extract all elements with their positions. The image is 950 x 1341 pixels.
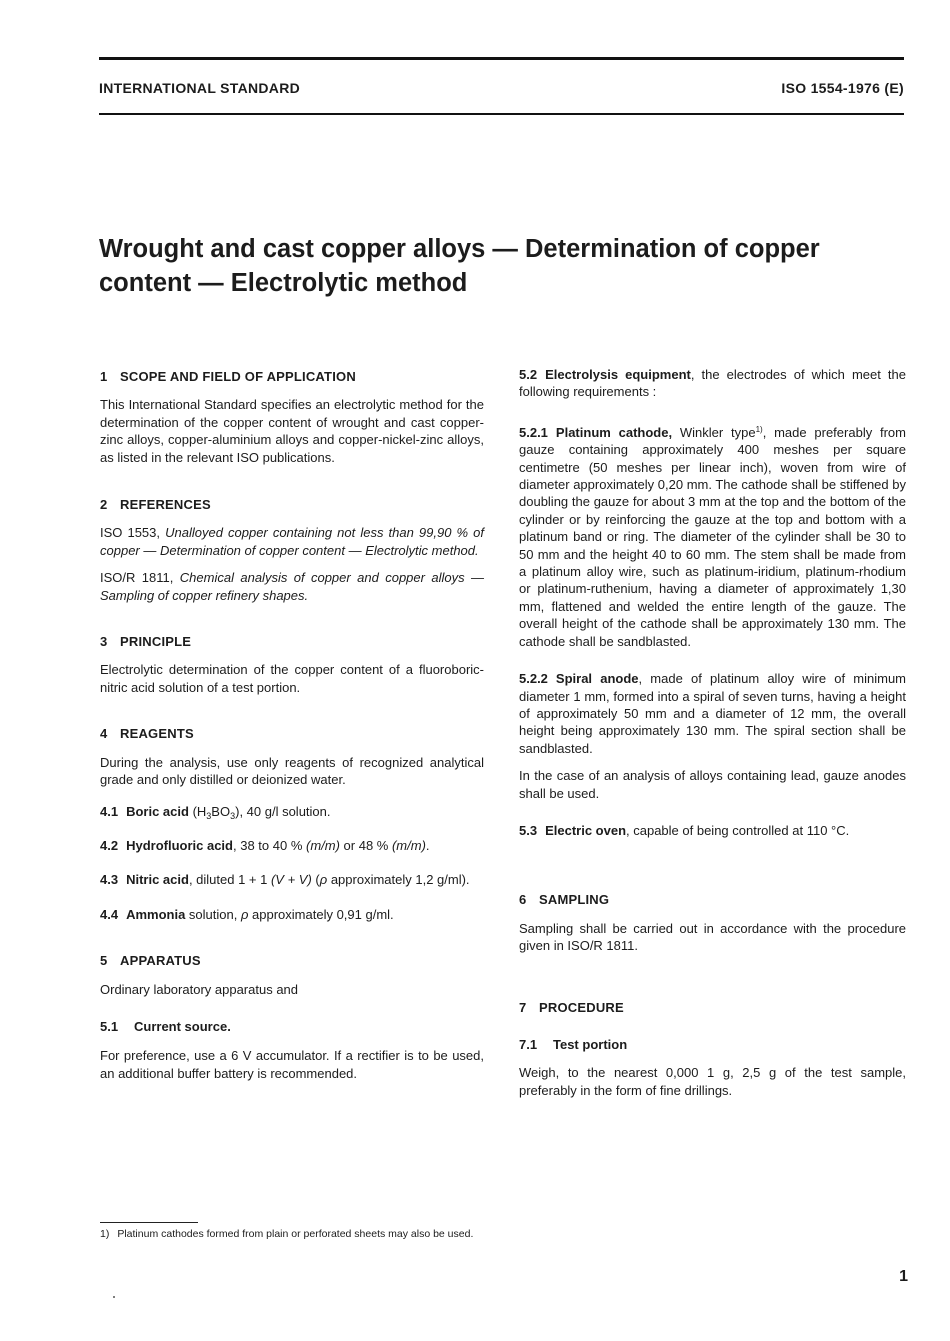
reference-iso-r-1811 bbox=[100, 569, 484, 604]
section-1-title: SCOPE AND FIELD OF APPLICATION bbox=[120, 369, 356, 384]
subsection-5-1-text: For preference, use a 6 V accumulator. If a rectifier is to be used, an additional buffer battery is recommended. bbox=[100, 1048, 484, 1081]
section-7-heading bbox=[519, 999, 906, 1016]
header-rule-top bbox=[99, 57, 904, 60]
section-1-number: 1 bbox=[100, 369, 108, 384]
subsection-5-2-text: , the electrodes of which meet the following requirements : bbox=[519, 367, 906, 400]
reagent-4-1-number: 4.1 bbox=[100, 803, 119, 819]
section-7-title: PROCEDURE bbox=[539, 999, 624, 1015]
subsection-5-2-1-type: Winkler type bbox=[672, 424, 756, 440]
subsection-5-2-1-label: Platinum cathode, bbox=[555, 424, 673, 440]
subsection-5-3-label: Electric oven bbox=[545, 822, 627, 838]
section-3-heading bbox=[100, 633, 484, 650]
reagent-4-1-subscript-1: 3 bbox=[206, 810, 212, 821]
reference-iso-1553 bbox=[100, 524, 484, 559]
reagent-4-1-text: ), 40 g/l solution. bbox=[235, 803, 331, 819]
subsection-5-2-2-number: 5.2.2 bbox=[519, 671, 548, 687]
subsection-5-2-number: 5.2 bbox=[519, 367, 538, 382]
scan-speck bbox=[113, 1296, 115, 1298]
left-column bbox=[100, 368, 484, 1082]
subsection-7-1-text: Weigh, to the nearest 0,000 1 g, 2,5 g of the test sample, preferably in the form of fine drillings. bbox=[519, 1065, 906, 1098]
subsection-5-2-label: Electrolysis equipment bbox=[545, 367, 691, 382]
section-5-number: 5 bbox=[100, 953, 108, 969]
reagent-4-2-number: 4.2 bbox=[100, 837, 119, 853]
footnote-text: Platinum cathodes formed from plain or perforated sheets may also be used. bbox=[117, 1228, 474, 1240]
section-6-text: Sampling shall be carried out in accordance with the procedure given in ISO/R 1811. bbox=[519, 920, 906, 954]
section-2-title: REFERENCES bbox=[120, 497, 211, 513]
reference-iso-r-1811-code: ISO/R 1811, bbox=[100, 570, 174, 586]
reagent-4-3-paren: ( bbox=[311, 872, 320, 888]
reference-iso-1553-code: ISO 1553, bbox=[100, 525, 161, 541]
document-title bbox=[99, 232, 899, 300]
reagent-4-2-text: , 38 to 40 % bbox=[233, 837, 306, 853]
reference-iso-1553-title: Unalloyed copper containing not less than 99,90 % of copper — Determination of copper content — Electrolytic method. bbox=[100, 525, 484, 558]
right-column bbox=[519, 366, 906, 1099]
reagent-4-2-label: Hydrofluoric acid bbox=[126, 837, 233, 853]
title-line-2: content — Electrolytic method bbox=[99, 269, 468, 297]
header-standard-label: INTERNATIONAL STANDARD bbox=[99, 80, 301, 96]
section-4-heading bbox=[100, 725, 484, 742]
section-6-title: SAMPLING bbox=[539, 892, 610, 908]
reagent-4-4-density: approximately 0,91 g/ml. bbox=[248, 906, 394, 922]
footnote bbox=[100, 1228, 473, 1240]
reagent-4-3 bbox=[100, 871, 484, 888]
reagent-4-2-unit-1: (m/m) bbox=[306, 837, 340, 853]
footnote-number: 1) bbox=[100, 1228, 110, 1240]
reagent-4-1-formula-open: (H bbox=[192, 803, 207, 819]
reagent-4-2-text-mid: or 48 % bbox=[339, 837, 392, 853]
subsection-5-2-2-note: In the case of an analysis of alloys containing lead, gauze anodes shall be used. bbox=[519, 768, 906, 801]
reagent-4-4-rho: ρ bbox=[240, 906, 249, 922]
footnote-reference: 1) bbox=[755, 424, 763, 434]
section-5-text: Ordinary laboratory apparatus and bbox=[100, 981, 299, 997]
reagent-4-2-end: . bbox=[425, 837, 430, 853]
section-6-heading bbox=[519, 891, 906, 908]
reagent-4-3-label: Nitric acid bbox=[126, 872, 189, 888]
section-5-heading bbox=[100, 952, 484, 969]
section-4-title: REAGENTS bbox=[120, 726, 194, 742]
reagent-4-3-rho: ρ bbox=[319, 872, 328, 888]
section-3-title: PRINCIPLE bbox=[120, 634, 192, 650]
reagent-4-3-ratio: (V + V) bbox=[270, 872, 312, 888]
subsection-5-2-2 bbox=[519, 670, 906, 757]
subsection-7-1-title: Test portion bbox=[553, 1036, 628, 1052]
page-number: 1 bbox=[899, 1268, 908, 1285]
header-rule-bottom bbox=[99, 113, 904, 115]
section-7-number: 7 bbox=[519, 999, 527, 1015]
reagent-4-3-text: , diluted 1 + 1 bbox=[188, 872, 271, 888]
reagent-4-4-label: Ammonia bbox=[126, 906, 186, 922]
reagent-4-3-number: 4.3 bbox=[100, 872, 119, 888]
reagent-4-3-density: approximately 1,2 g/ml). bbox=[327, 872, 470, 888]
header-document-number: ISO 1554-1976 (E) bbox=[781, 80, 904, 96]
reagent-4-2-unit-2: (m/m) bbox=[391, 837, 426, 853]
subsection-5-2-2-text: , made of platinum alloy wire of minimum diameter 1 mm, formed into a spiral of seven turns, having a height of approximately 50 mm and a diameter of 12 mm, the overall height being approximately 130 mm. The spiral section shall be sandblasted. bbox=[519, 671, 906, 756]
section-5-title: APPARATUS bbox=[120, 953, 201, 969]
reagent-4-2 bbox=[100, 837, 484, 854]
subsection-5-3-number: 5.3 bbox=[519, 822, 538, 838]
section-4-text: During the analysis, use only reagents of recognized analytical grade and only distilled or deionized water. bbox=[100, 754, 484, 788]
subsection-5-2-2-label: Spiral anode bbox=[555, 671, 639, 687]
reagent-4-1-subscript-2: 3 bbox=[230, 810, 236, 821]
subsection-5-2 bbox=[519, 366, 906, 401]
footnote-rule bbox=[100, 1222, 198, 1223]
subsection-7-1-heading bbox=[519, 1036, 906, 1053]
subsection-5-1-title: Current source. bbox=[134, 1018, 231, 1034]
section-4-number: 4 bbox=[100, 726, 108, 742]
reagent-4-4-text: solution, bbox=[185, 906, 241, 922]
subsection-5-2-1-number: 5.2.1 bbox=[519, 424, 548, 440]
section-3-number: 3 bbox=[100, 634, 108, 650]
title-line-1: Wrought and cast copper alloys — Determination of copper bbox=[99, 235, 820, 263]
section-6-number: 6 bbox=[519, 892, 527, 908]
section-1-text: This International Standard specifies an electrolytic method for the determination of the copper content of wrought and cast copper-zinc alloys, copper-aluminium alloys and copper-nickel-zinc alloys, as listed in the relevant ISO publications. bbox=[100, 397, 484, 465]
section-3-text: Electrolytic determination of the copper content of a fluoroboric-nitric acid solution of a test portion. bbox=[100, 662, 484, 695]
subsection-5-3-text: , capable of being controlled at 110 °C. bbox=[626, 822, 850, 838]
reagent-4-1-formula-mid: BO bbox=[211, 803, 231, 819]
reference-iso-r-1811-title: Chemical analysis of copper and copper alloys — Sampling of copper refinery shapes. bbox=[100, 570, 484, 603]
section-1-heading bbox=[100, 368, 484, 385]
subsection-5-2-1 bbox=[519, 424, 906, 650]
subsection-5-1-heading bbox=[100, 1018, 484, 1035]
subsection-5-2-1-text: , made preferably from gauze containing approximately 400 meshes per square centimetre (50 meshes per linear inch), woven from wire of diameter approximately 0,20 mm. The cathode shall be stiffened by doubling the gauze for about 3 mm at the top and the bottom of the cylinder or by reinforcing the gauze at the top and bottom with a platinum band or ring. The diameter of the cylinder shall be 30 to 50 mm and the height 40 to 60 mm. The stem shall be made from a platinum alloy wire, such as platinum-iridium, platinum-rhodium or platinum-ruthenium, having a diameter of approximately 1,30 mm, flattened and welded the entire length of the gauze. The overall height of the cathode shall be approximately 130 mm. The cathode shall be sandblasted. bbox=[519, 424, 906, 649]
section-2-heading bbox=[100, 496, 484, 513]
subsection-5-1-number: 5.1 bbox=[100, 1018, 119, 1034]
reagent-4-1 bbox=[100, 803, 484, 820]
subsection-5-3 bbox=[519, 822, 906, 839]
reagent-4-4 bbox=[100, 906, 484, 923]
reagent-4-1-label: Boric acid bbox=[126, 803, 189, 819]
subsection-7-1-number: 7.1 bbox=[519, 1036, 538, 1052]
section-2-number: 2 bbox=[100, 497, 108, 513]
reagent-4-4-number: 4.4 bbox=[100, 906, 119, 922]
